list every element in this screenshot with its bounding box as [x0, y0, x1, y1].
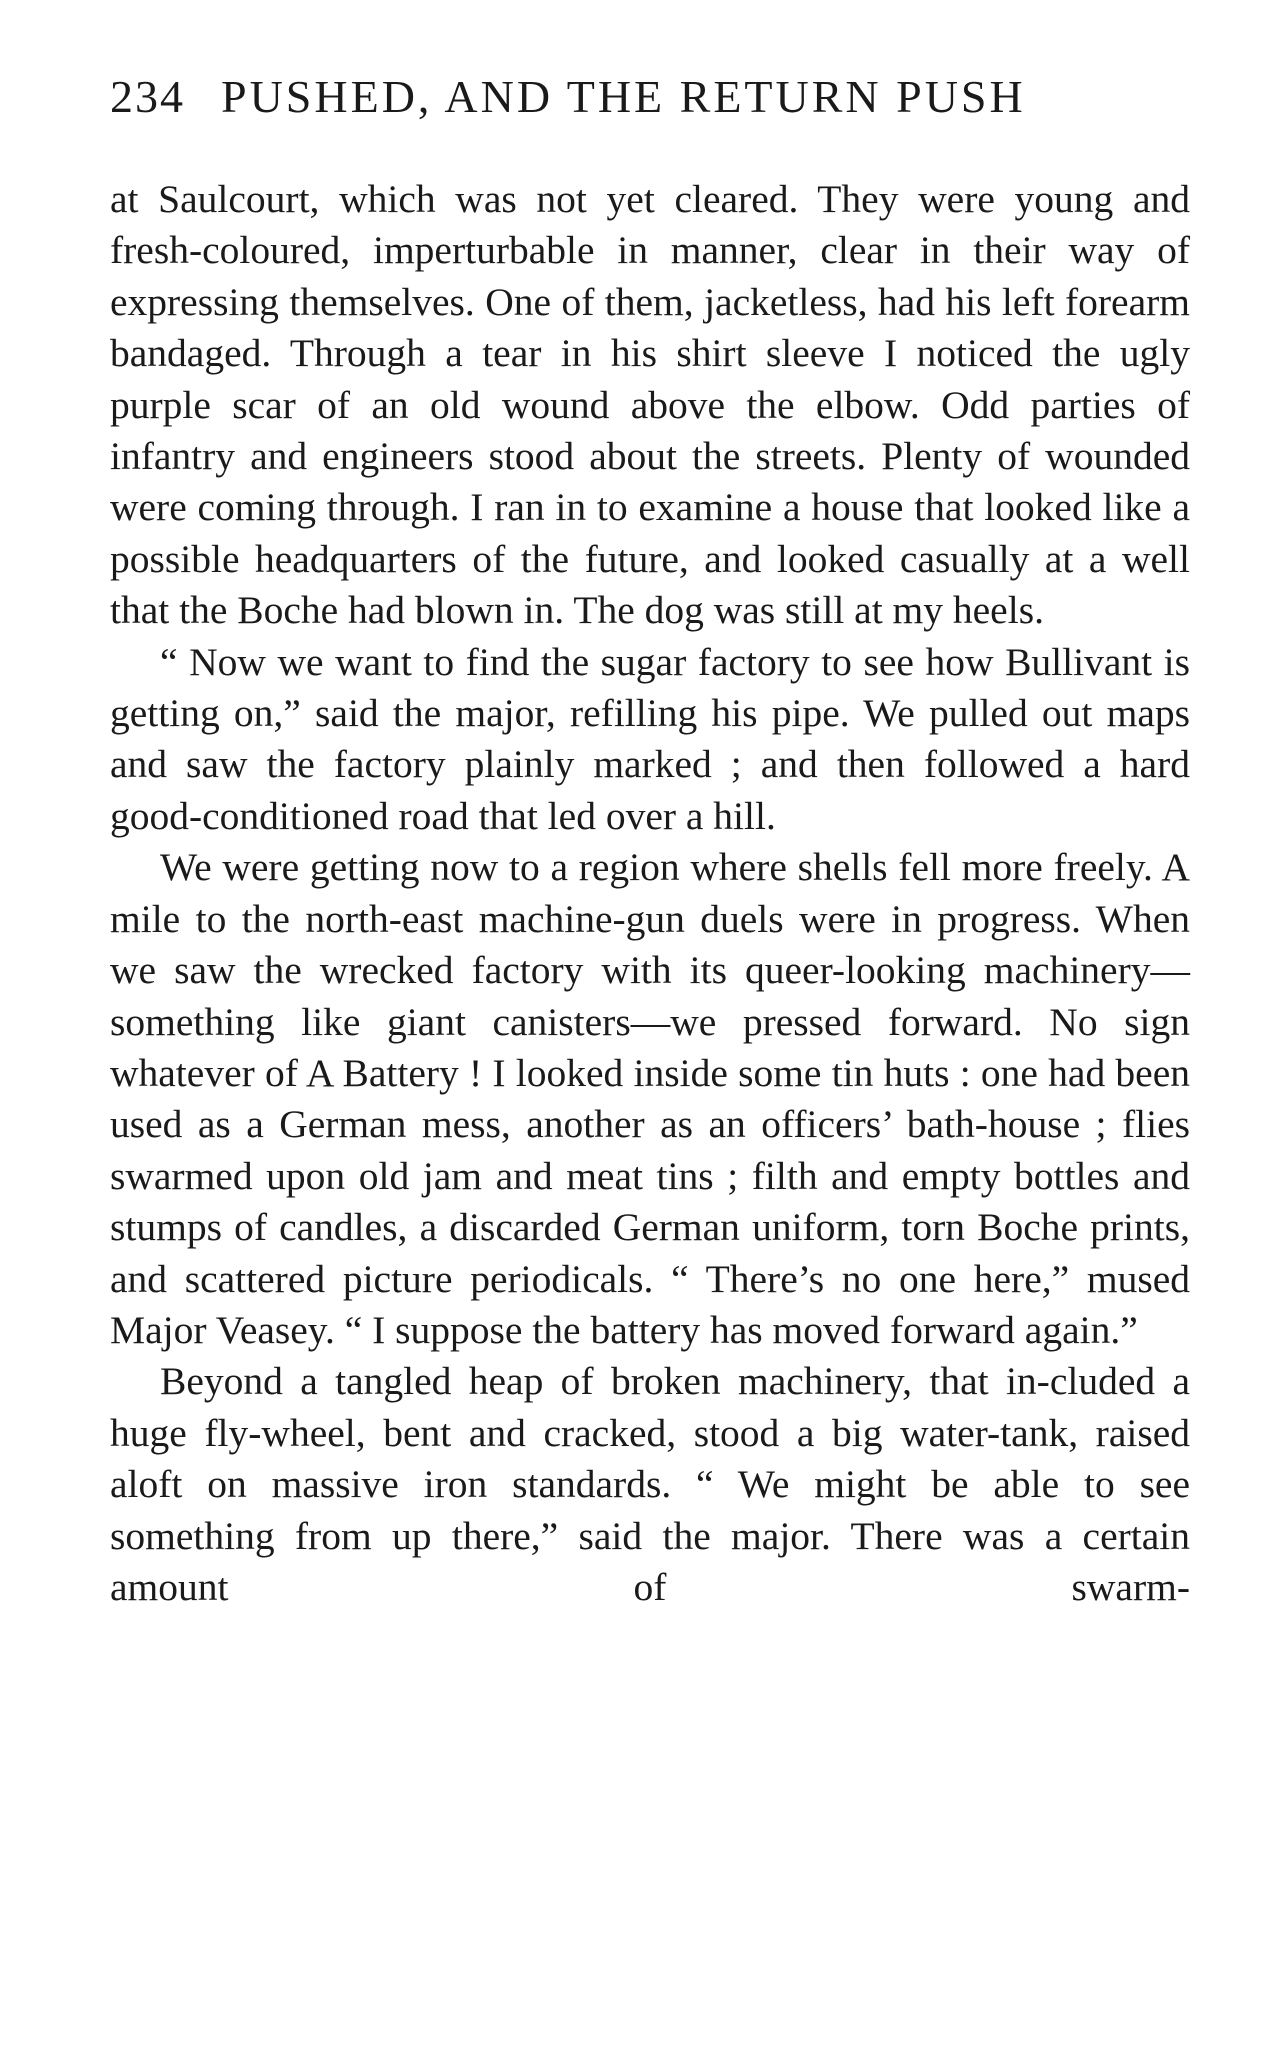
body-text	[110, 174, 1190, 1613]
chapter-title: PUSHED, AND THE RETURN PUSH	[221, 71, 1026, 122]
paragraph-1: at Saulcourt, which was not yet cleared. They were young and fresh-coloured, imperturbable in manner, clear in their way of expressing themselves. One of them, jacketless, had his left forearm bandaged. Through a tear in his shirt sleeve I noticed the ugly purple scar of an old wound above the elbow. Odd parties of infantry and engineers stood about the streets. Plenty of wounded were coming through. I ran in to examine a house that looked like a possible headquarters of the future, and looked casually at a well that the Boche had blown in. The dog was still at my heels.	[110, 177, 1190, 633]
running-head	[110, 70, 1190, 130]
paragraph-3: We were getting now to a region where shells fell more freely. A mile to the north-east machine-gun duels were in progress. When we saw the wrecked factory with its queer-looking machinery—something like giant canisters—we pressed forward. No sign whatever of A Battery ! I looked inside some tin huts : one had been used as a German mess, another as an officers’ bath-house ; flies swarmed upon old jam and meat tins ; filth and empty bottles and stumps of candles, a discarded German uniform, torn Boche prints, and scattered picture periodicals. “ There’s no one here,” mused Major Veasey. “ I suppose the battery has moved forward again.”	[110, 845, 1190, 1352]
book-page	[110, 70, 1190, 1613]
paragraph-2: “ Now we want to find the sugar factory to see how Bullivant is getting on,” said the major, refilling his pipe. We pulled out maps and saw the factory plainly marked ; and then followed a hard good-conditioned road that led over a hill.	[110, 639, 1190, 838]
paragraph-4: Beyond a tangled heap of broken machinery, that in-cluded a huge fly-wheel, bent and cracked, stood a big water-tank, raised aloft on massive iron standards. “ We might be able to see something from up there,” said the major. There was a certain amount of swarm-	[110, 1359, 1190, 1609]
page-number: 234	[110, 71, 185, 122]
